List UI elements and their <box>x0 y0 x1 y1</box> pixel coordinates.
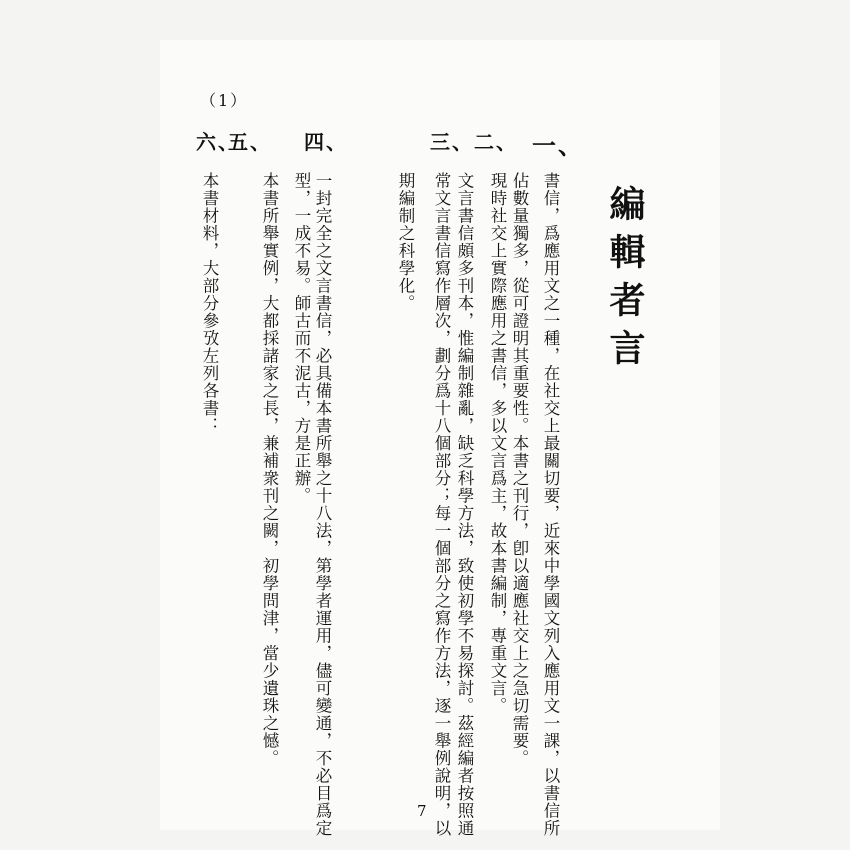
page-title: 編輯者言 <box>604 185 645 377</box>
text-column: 型，一成不易。師古而不泥古，方是正辦。 <box>292 172 311 505</box>
text-column: 常文言書信寫作層次，劃分爲十八個部分；每一個部分之寫作方法，逐一舉例說明，以 <box>432 172 451 837</box>
text-column: 本書材料，大部分參攷左列各書： <box>200 172 219 435</box>
text-column: 書信，爲應用文之一種，在社交上最關切要，近來中學國文列入應用文一課，以書信所 <box>541 172 560 837</box>
text-column: 一封完全之文言書信，必具備本書所舉之十八法，第學者運用，儘可變通，不必目爲定 <box>313 172 332 837</box>
page-number: 7 <box>417 802 427 820</box>
item-number-6: 六、 <box>196 130 240 154</box>
text-column: 文言書信頗多刊本，惟編制雜亂，缺乏科學方法，致使初學不易探討。茲經編者按照通 <box>455 172 474 837</box>
item-number-4: 四、 <box>304 130 348 154</box>
text-column: 本書所舉實例，大都採諸家之長，兼補衆刊之闕，初學問津，當少遺珠之憾。 <box>260 172 279 767</box>
item-number-5: 五、 <box>228 130 272 154</box>
item-number-1: 一、 <box>532 131 584 160</box>
text-column: 佔數量獨多，從可證明其重要性。本書之刊行，卽以適應社交上之急切需要。 <box>510 172 529 767</box>
item-number-2-3: 三、二、 <box>430 130 518 154</box>
page-header-mark: （1） <box>200 91 249 110</box>
text-column: 現時社交上實際應用之書信，多以文言爲主，故本書編制，專重文言。 <box>488 172 507 715</box>
text-column: 期編制之科學化。 <box>396 172 415 312</box>
